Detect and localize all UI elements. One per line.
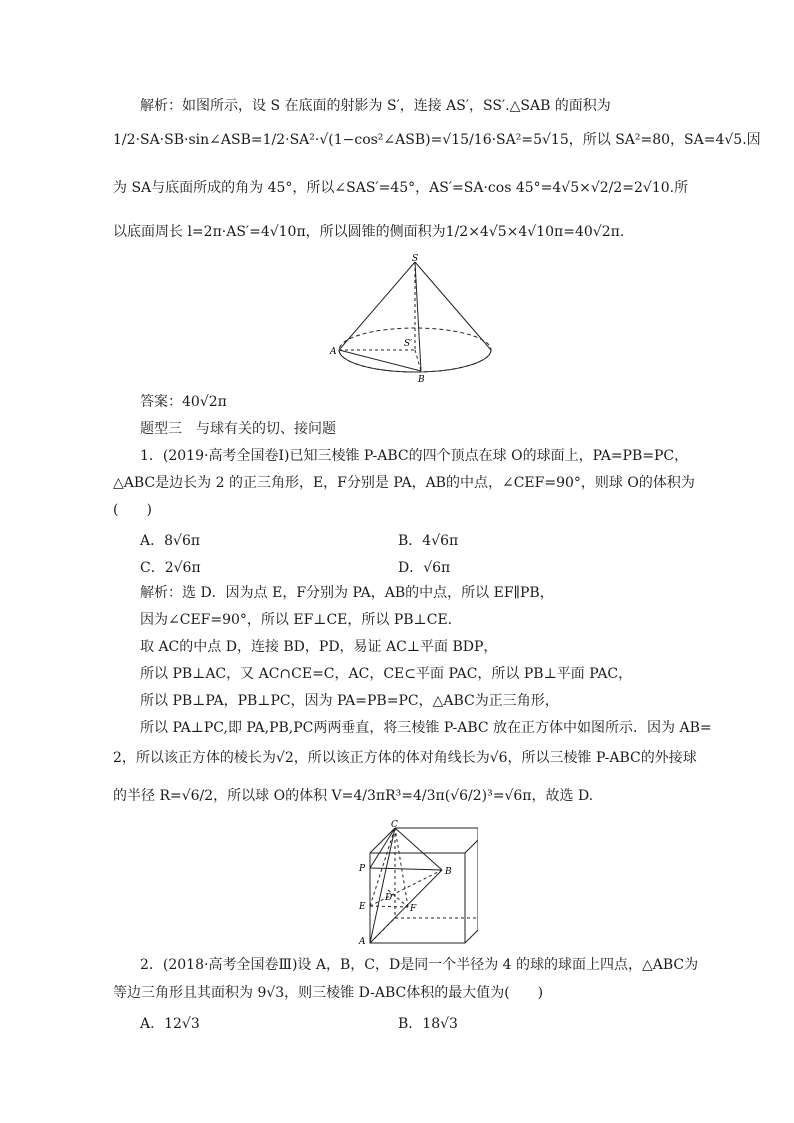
q1-option-a: A．8√6π — [140, 533, 201, 549]
q1-solution-line-7: 2，所以该正方体的棱长为√2，所以该正方体的体对角线长为√6，所以三棱锥 P-ABC的外接球 — [113, 750, 697, 766]
cone-label-a: A — [330, 347, 337, 357]
q1-solution-line-5: 所以 PB⊥PA，PB⊥PC，因为 PA=PB=PC，△ABC为正三角形， — [140, 693, 559, 709]
cone-label-s-prime: S′ — [404, 339, 413, 349]
q1-solution-line-2: 因为∠CEF=90°，所以 EF⊥CE，所以 PB⊥CE. — [140, 612, 453, 628]
q1-solution-line-1: 解析：选 D．因为点 E，F分别为 PA，AB的中点，所以 EF∥PB， — [140, 585, 554, 601]
section-heading: 题型三 与球有关的切、接问题 — [140, 421, 336, 437]
solution-line-3: 为 SA与底面所成的角为 45°，所以∠SAS′=45°，AS′=SA·cos 45°=4√5×√2/2=2√10.所 — [113, 180, 689, 196]
q1-option-d: D．√6π — [398, 560, 451, 576]
q2-line-1: 2．(2018·高考全国卷Ⅲ)设 A，B，C，D是同一个半径为 4 的球的球面上四点，△ABC为 — [140, 957, 699, 973]
cube-label-b: B — [445, 867, 452, 877]
q1-solution-line-4: 所以 PB⊥AC，又 AC∩CE=C，AC，CE⊂平面 PAC，所以 PB⊥平面 PAC， — [140, 666, 633, 682]
q1-line-3: ( ) — [113, 502, 152, 518]
cube-figure — [350, 818, 478, 946]
cube-label-a: A — [359, 937, 366, 946]
q2-option-a: A．12√3 — [140, 1016, 200, 1032]
cube-label-e: E — [359, 902, 366, 912]
q1-option-c: C．2√6π — [140, 560, 201, 576]
cube-label-c: C — [391, 820, 398, 830]
q1-line-1: 1．(2019·高考全国卷Ⅰ)已知三棱锥 P-ABC的四个顶点在球 O的球面上，PA=PB=PC， — [140, 448, 689, 464]
cube-label-f: F — [410, 904, 417, 914]
cube-label-p: P — [359, 864, 366, 874]
cone-figure — [320, 250, 510, 385]
solution-line-2: 1/2·SA·SB·sin∠ASB=1/2·SA²·√(1−cos²∠ASB)=√15/16·SA²=5√15，所以 SA²=80，SA=4√5.因 — [113, 132, 761, 148]
q1-solution-line-6: 所以 PA⊥PC,即 PA,PB,PC两两垂直，将三棱锥 P-ABC 放在正方体中如图所示．因为 AB= — [140, 720, 712, 736]
solution-line-4: 以底面周长 l=2π·AS′=4√10π，所以圆锥的侧面积为1/2×4√5×4√10π=40√2π. — [113, 224, 625, 240]
answer-line: 答案：40√2π — [140, 394, 227, 410]
cube-label-d: D — [385, 893, 393, 903]
q1-option-b: B．4√6π — [398, 533, 459, 549]
q2-line-2: 等边三角形且其面积为 9√3，则三棱锥 D-ABC体积的最大值为( ) — [113, 985, 544, 1001]
q1-solution-line-3: 取 AC的中点 D，连接 BD，PD，易证 AC⊥平面 BDP， — [140, 639, 498, 655]
cone-label-b: B — [418, 375, 425, 385]
cone-label-s: S — [412, 254, 419, 264]
q1-solution-line-8: 的半径 R=√6/2，所以球 O的体积 V=4/3πR³=4/3π(√6/2)³=√6π，故选 D. — [113, 788, 594, 804]
q2-option-b: B．18√3 — [398, 1016, 458, 1032]
solution-line-1: 解析：如图所示，设 S 在底面的射影为 S′，连接 AS′，SS′.△SAB 的面积为 — [140, 98, 611, 114]
q1-line-2: △ABC是边长为 2 的正三角形，E，F分别是 PA，AB的中点，∠CEF=90°，则球 O的体积为 — [113, 475, 695, 491]
